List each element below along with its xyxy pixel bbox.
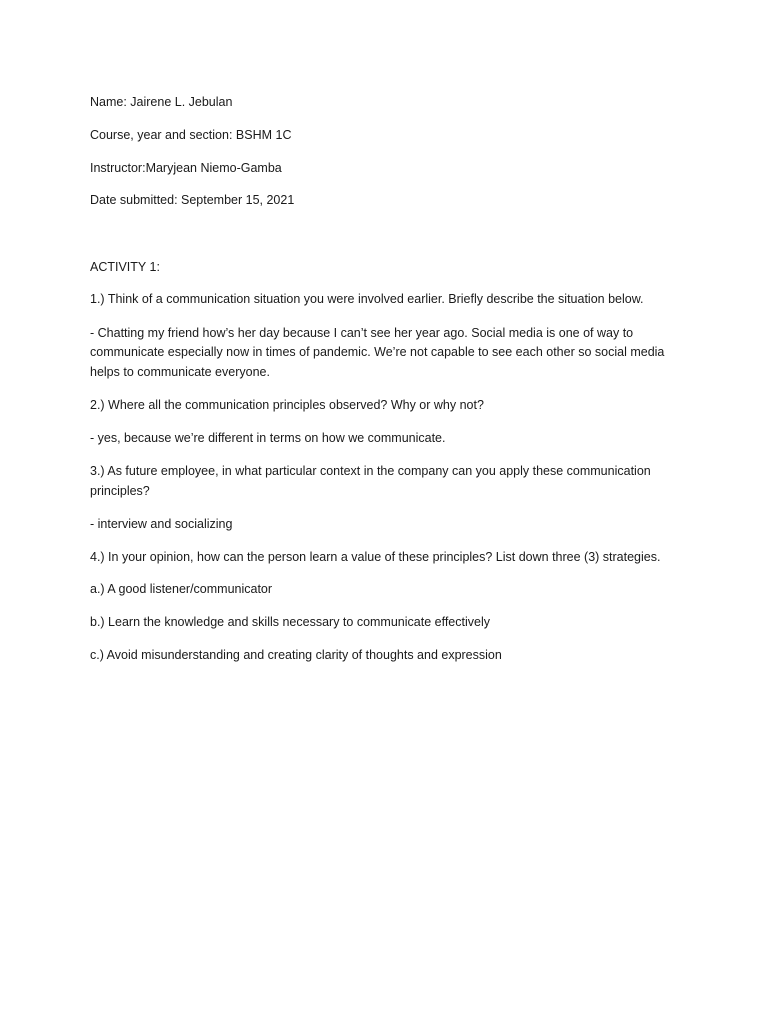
question-4: 4.) In your opinion, how can the person learn a value of these principles? List down three (3) strategies. [90,550,661,564]
answer-1-line-3: helps to communicate everyone. [90,365,270,379]
strategy-b: b.) Learn the knowledge and skills necessary to communicate effectively [90,615,490,629]
student-name: Name: Jairene L. Jebulan [90,95,233,109]
answer-1-line-1: - Chatting my friend how’s her day because I can’t see her year ago. Social media is one of way to [90,326,634,340]
question-1: 1.) Think of a communication situation you were involved earlier. Briefly describe the situation below. [90,292,644,306]
date-submitted: Date submitted: September 15, 2021 [90,193,295,207]
activity-title: ACTIVITY 1: [90,260,160,274]
question-3-line-2: principles? [90,484,150,498]
question-2: 2.) Where all the communication principles observed? Why or why not? [90,398,484,412]
strategy-c: c.) Avoid misunderstanding and creating clarity of thoughts and expression [90,648,502,662]
answer-2: - yes, because we’re different in terms on how we communicate. [90,431,446,445]
question-3-line-1: 3.) As future employee, in what particular context in the company can you apply these communication [90,464,651,478]
answer-3: - interview and socializing [90,517,233,531]
instructor: Instructor:Maryjean Niemo-Gamba [90,161,282,175]
course-section: Course, year and section: BSHM 1C [90,128,292,142]
strategy-a: a.) A good listener/communicator [90,582,273,596]
answer-1-line-2: communicate especially now in times of pandemic. We’re not capable to see each other so social media [90,345,665,359]
